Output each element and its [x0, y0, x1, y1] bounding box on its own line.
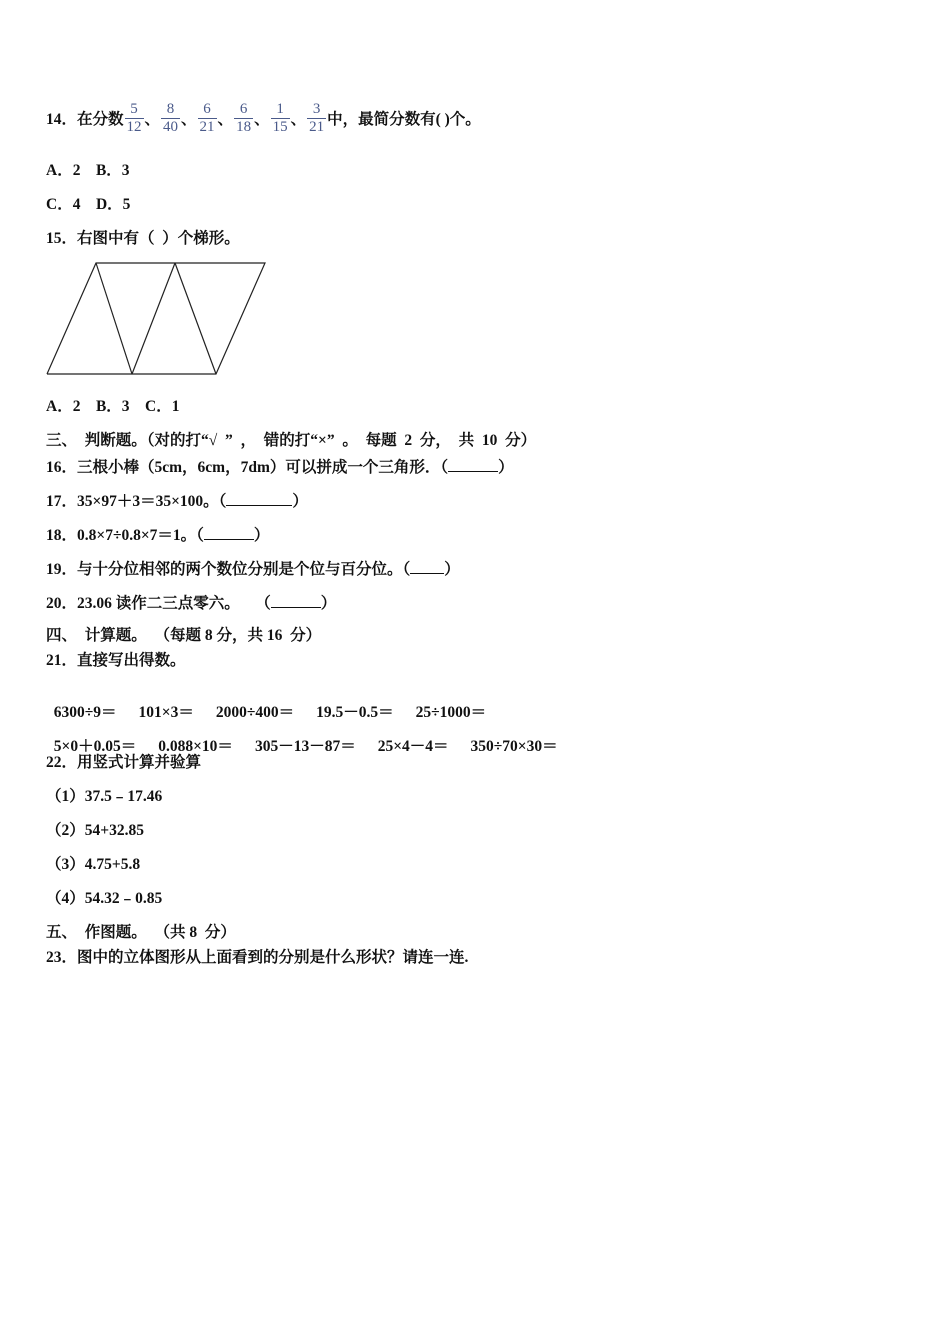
answer-blank[interactable] [410, 559, 444, 574]
math-item: 25÷1000＝ [415, 704, 487, 721]
q14-tail: 中，最简分数有( )个。 [327, 111, 481, 128]
fraction-3: $\frac{6}{21}$ [199, 100, 215, 135]
section-3-title: 三、 判断题。（对的打“√ ” ， 错的打“×” 。 每题 2 分， 共 10 分） [46, 432, 537, 449]
q14-lead: 14．在分数 [46, 111, 124, 128]
question-14: 14．在分数 $\frac{5}{12}$ 、 $\frac{8}{40}$ 、 $\frac{6}{21}$ 、 $\frac{6}{18}$ 、 $\frac{1}{15}$ 、 $\frac{3}{21}$ 中，最简分数有( )个。 [46, 100, 481, 135]
question-16: 16．三根小棒（5cm，6cm，7dm）可以拼成一个三角形．（ ） [46, 459, 514, 476]
math-item: 350÷70×30＝ [470, 738, 558, 755]
vertical-calc-3: （3）4.75+5.8 [46, 856, 141, 873]
question-20: 20．23.06 读作二三点零六。 （ ） [46, 595, 337, 612]
question-15: 15．右图中有（ ）个梯形。 [46, 230, 240, 247]
math-item: 305－13－87＝ [254, 738, 356, 755]
q14-options-ab: A．2 B．3 [46, 162, 130, 179]
math-item: 6300÷9＝ [53, 704, 117, 721]
math-item: 2000÷400＝ [215, 704, 295, 721]
mental-math-row-1 [46, 686, 508, 722]
answer-blank[interactable] [226, 491, 292, 506]
math-item: 19.5－0.5＝ [316, 704, 394, 721]
answer-blank[interactable] [271, 593, 321, 608]
section-4-title: 四、 计算题。 （每题 8 分，共 16 分） [46, 627, 322, 644]
fraction-4: $\frac{6}{18}$ [236, 100, 252, 135]
math-item: 101×3＝ [138, 704, 194, 721]
math-item: 5×0＋0.05＝ [53, 738, 137, 755]
answer-blank[interactable] [204, 525, 254, 540]
math-item: 0.088×10＝ [158, 738, 233, 755]
mental-math-row-2 [46, 720, 580, 756]
math-item: 25×4－4＝ [377, 738, 449, 755]
question-18: 18．0.8×7÷0.8×7＝1。（ ） [46, 527, 270, 544]
answer-blank[interactable] [448, 457, 498, 472]
fraction-2: $\frac{8}{40}$ [163, 100, 179, 135]
fraction-5: $\frac{1}{15}$ [272, 100, 288, 135]
question-22: 22．用竖式计算并验算 [46, 754, 202, 771]
question-17: 17．35×97＋3＝35×100。（ ） [46, 493, 308, 510]
q15-options: A．2 B．3 C．1 [46, 398, 180, 415]
fraction-6: $\frac{3}{21}$ [309, 100, 325, 135]
section-5-title: 五、 作图题。 （共 8 分） [46, 924, 236, 941]
question-21: 21．直接写出得数。 [46, 652, 186, 669]
q14-options-cd: C．4 D．5 [46, 196, 131, 213]
vertical-calc-2: （2）54+32.85 [46, 822, 144, 839]
fraction-1: $\frac{5}{12}$ [126, 100, 142, 135]
question-23: 23．图中的立体图形从上面看到的分别是什么形状？请连一连. [46, 949, 469, 966]
question-19: 19．与十分位相邻的两个数位分别是个位与百分位。（ ） [46, 561, 460, 578]
vertical-calc-4: （4）54.32﹣0.85 [46, 890, 163, 907]
vertical-calc-1: （1）37.5﹣17.46 [46, 788, 163, 805]
trapezoid-figure [44, 258, 270, 378]
